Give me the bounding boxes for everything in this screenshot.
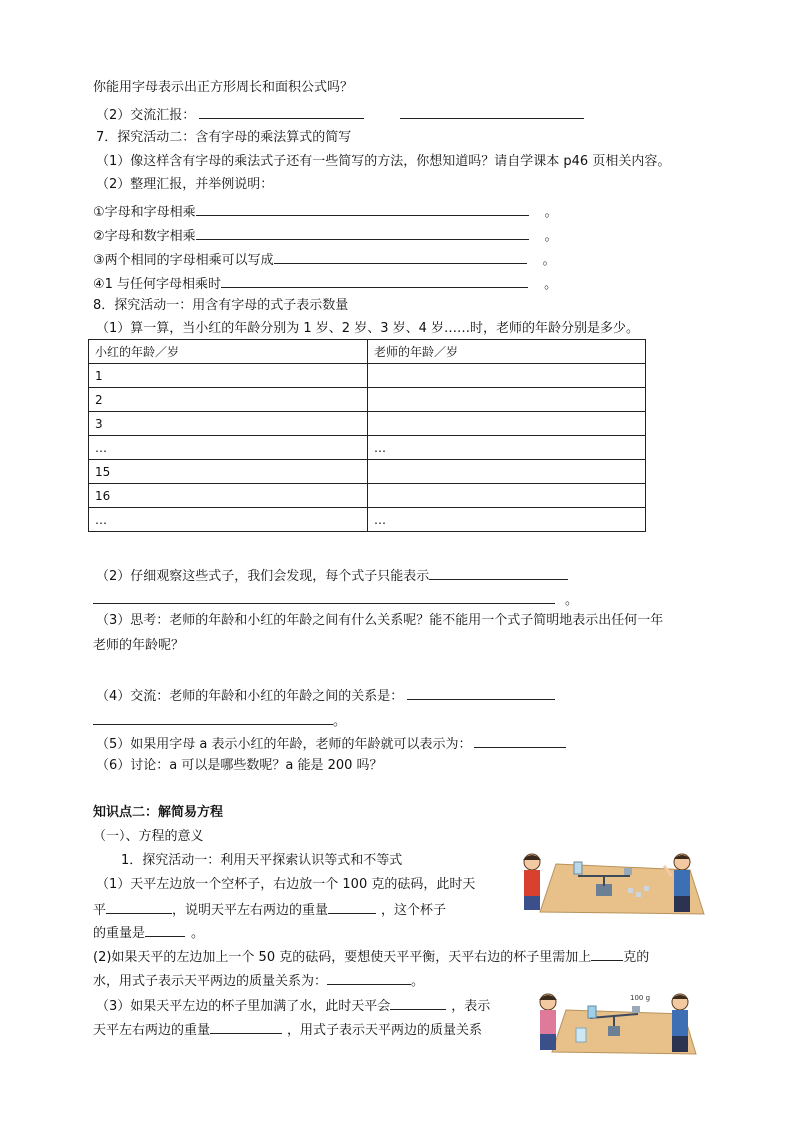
line-text: （4）交流：老师的年龄和小红的年龄之间的关系是：	[96, 689, 404, 704]
answer-blank[interactable]	[328, 899, 376, 914]
table-row	[89, 508, 646, 532]
answer-blank[interactable]	[93, 589, 555, 604]
girl-icon	[523, 854, 541, 910]
line-text: ④1 与任何字母相乘时	[93, 277, 222, 292]
instruction-line: （2）整理汇报，并举例说明：	[96, 177, 274, 192]
answer-blank[interactable]	[400, 104, 584, 119]
line-text: 平	[93, 903, 107, 918]
period: 。	[565, 593, 579, 608]
answer-blank[interactable]	[474, 733, 566, 748]
line-text: （2）交流汇报：	[96, 108, 196, 123]
weight-icon	[632, 1006, 640, 1013]
instruction-line: （1）像这样含有字母的乘法式子还有一些简写的方法，你想知道吗？请自学课本 p46 页相关内容。	[96, 154, 671, 169]
weight-label: 100 g	[630, 994, 651, 1002]
think-line: （3）思考：老师的年龄和小红的年龄之间有什么关系呢？能不能用一个式子简明地表示出任何一年	[96, 613, 664, 628]
balance-line	[96, 995, 490, 1016]
activity-heading: 1．探究活动一：利用天平探索认识等式和不等式	[121, 853, 403, 868]
section-heading: 知识点二：解简易方程	[93, 805, 224, 820]
balance-line	[93, 899, 446, 920]
age-table	[88, 339, 646, 532]
table-cell: …	[368, 508, 646, 532]
line-text: (2)如果天平的左边加上一个 50 克的砝码，要想使天平平衡，天平右边的杯子里需加上	[93, 950, 592, 965]
observe-line	[96, 565, 568, 586]
table-row	[89, 436, 646, 460]
balance-line	[93, 922, 204, 943]
question-line: 你能用字母表示出正方形周长和面积公式吗？	[93, 80, 354, 95]
discussion-line: （6）讨论：a 可以是哪些数呢？a 能是 200 吗？	[96, 758, 383, 773]
period: 。	[544, 277, 558, 292]
table-cell[interactable]	[368, 460, 646, 484]
answer-blank[interactable]	[199, 104, 364, 119]
boy-icon	[672, 994, 688, 1052]
exchange-line	[96, 685, 555, 706]
answer-blank[interactable]	[93, 710, 333, 725]
table-cell[interactable]	[368, 484, 646, 508]
answer-blank[interactable]	[196, 201, 529, 216]
answer-blank[interactable]	[196, 225, 529, 240]
balance-line	[93, 946, 649, 967]
line-text: 水，用式子表示天平两边的质量关系为：	[93, 974, 328, 989]
line-text: ，说明天平左右两边的重量	[172, 903, 329, 918]
exchange-report-line	[96, 104, 584, 125]
answer-blank[interactable]	[106, 899, 172, 914]
table-cell: 15	[89, 460, 368, 484]
rule-line	[93, 201, 558, 222]
answer-blank[interactable]	[221, 273, 528, 288]
answer-blank[interactable]	[429, 565, 568, 580]
line-text: ①字母和字母相乘	[93, 205, 196, 220]
answer-blank[interactable]	[145, 922, 185, 937]
table-header: 小红的年龄／岁	[89, 340, 368, 364]
period: 。	[333, 714, 347, 729]
line-text: （2）仔细观察这些式子，我们会发现，每个式子只能表示	[96, 569, 430, 584]
line-text: 天平左右两边的重量	[93, 1023, 211, 1038]
table-header-row	[89, 340, 646, 364]
jug-icon	[576, 1028, 586, 1042]
table-cell: 3	[89, 412, 368, 436]
line-text: ，这个杯子	[381, 903, 447, 918]
exchange-line-cont	[93, 710, 346, 731]
table-row	[89, 484, 646, 508]
rule-line	[93, 225, 558, 246]
balance-water-illustration	[532, 988, 704, 1060]
table-header: 老师的年龄／岁	[368, 340, 646, 364]
answer-blank[interactable]	[210, 1019, 282, 1034]
expression-line	[96, 733, 566, 754]
rule-line	[93, 249, 556, 270]
line-text: （3）如果天平左边的杯子里加满了水，此时天平会	[96, 999, 391, 1014]
rule-line	[93, 273, 557, 294]
answer-blank[interactable]	[274, 249, 527, 264]
period: 。	[544, 229, 558, 244]
table-cell[interactable]	[368, 364, 646, 388]
cup-icon	[588, 1006, 596, 1018]
period: 。	[542, 253, 556, 268]
table-cell[interactable]	[368, 388, 646, 412]
observe-line-cont	[93, 589, 578, 610]
line-text: （5）如果用字母 a 表示小红的年龄，老师的年龄就可以表示为：	[96, 737, 472, 752]
table-cell: …	[89, 508, 368, 532]
line-text: ②字母和数字相乘	[93, 229, 196, 244]
answer-blank[interactable]	[327, 970, 411, 985]
line-text: ③两个相同的字母相乘可以写成	[93, 253, 274, 268]
answer-blank[interactable]	[591, 946, 623, 961]
answer-blank[interactable]	[407, 685, 555, 700]
period: 。	[191, 926, 205, 941]
balance-line: （1）天平左边放一个空杯子，右边放一个 100 克的砝码，此时天	[96, 877, 476, 892]
table-cell[interactable]	[368, 412, 646, 436]
activity-heading: 8．探究活动一：用含有字母的式子表示数量	[93, 298, 349, 313]
table-cell: 1	[89, 364, 368, 388]
table-cell: …	[368, 436, 646, 460]
table-row	[89, 364, 646, 388]
balance-line	[93, 1019, 482, 1040]
table-cell: …	[89, 436, 368, 460]
table-row	[89, 388, 646, 412]
line-text: ，表示	[451, 999, 491, 1014]
period: 。	[411, 974, 425, 989]
balance-line	[93, 970, 424, 991]
instruction-line: （1）算一算，当小红的年龄分别为 1 岁、2 岁、3 岁、4 岁……时，老师的年龄分别是多少。	[96, 321, 640, 336]
table-cell: 2	[89, 388, 368, 412]
scale-base-icon	[608, 1026, 620, 1036]
line-text: ，用式子表示天平两边的质量关系	[287, 1023, 483, 1038]
period: 。	[544, 205, 558, 220]
table-row	[89, 412, 646, 436]
table-cell: 16	[89, 484, 368, 508]
table-row	[89, 460, 646, 484]
activity-heading: 7．探究活动二：含有字母的乘法算式的简写	[96, 130, 352, 145]
balance-scale-illustration	[514, 848, 710, 922]
girl-icon	[539, 994, 557, 1050]
line-text: 克的	[623, 950, 650, 965]
think-line: 老师的年龄呢？	[93, 638, 185, 653]
line-text: 的重量是	[93, 926, 146, 941]
answer-blank[interactable]	[390, 995, 446, 1010]
weight-icon	[624, 868, 632, 875]
subsection-heading: （一）、方程的意义	[93, 829, 204, 844]
cup-icon	[574, 862, 582, 874]
